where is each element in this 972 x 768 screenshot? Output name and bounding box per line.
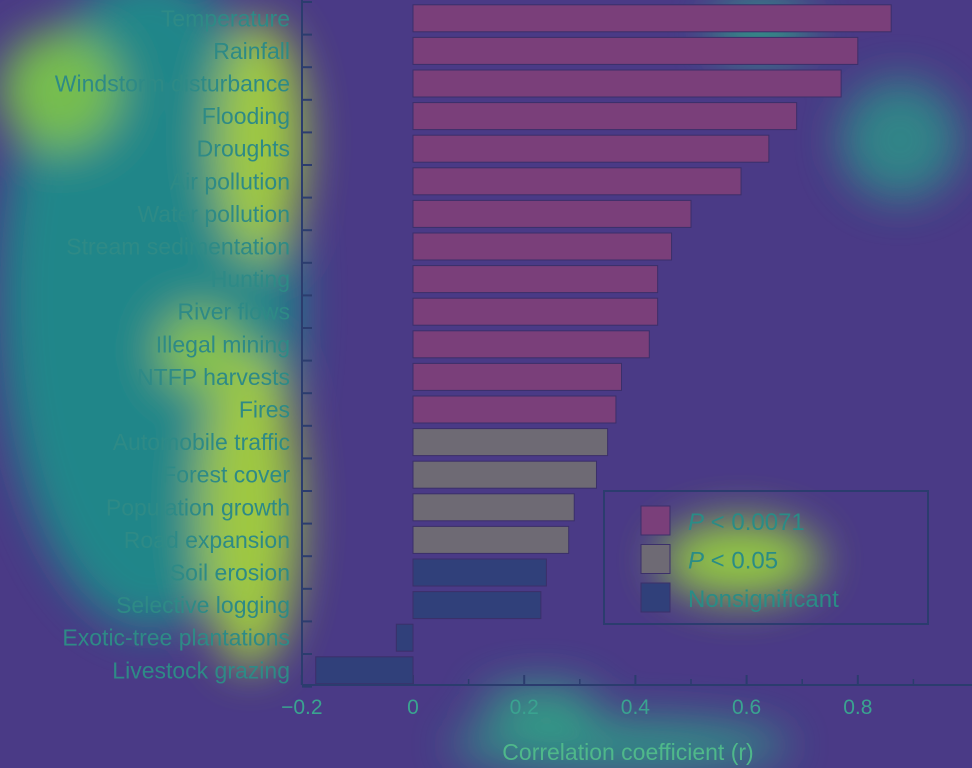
bar xyxy=(413,298,658,325)
category-label: Selective logging xyxy=(116,592,290,619)
category-label: Water pollution xyxy=(137,200,290,227)
bar xyxy=(413,429,608,456)
category-label: Temperature xyxy=(160,5,290,32)
category-label: Livestock grazing xyxy=(112,657,290,684)
legend-swatch xyxy=(641,506,670,535)
bar xyxy=(413,5,891,32)
bar xyxy=(413,331,649,358)
bar xyxy=(413,494,574,521)
x-tick-label: 0.4 xyxy=(620,696,651,719)
bar xyxy=(413,592,541,619)
legend-label: Nonsignificant xyxy=(688,586,839,613)
x-axis-title: Correlation coefficient (r) xyxy=(502,739,754,765)
category-label: Air pollution xyxy=(169,168,290,195)
bar xyxy=(413,200,691,227)
category-label: Flooding xyxy=(201,103,290,130)
category-label: Illegal mining xyxy=(155,331,290,358)
category-label: Fires xyxy=(238,396,290,423)
category-label: River flows xyxy=(177,298,290,325)
category-label: Rainfall xyxy=(213,37,290,64)
bar xyxy=(413,461,596,488)
x-tick-labels xyxy=(281,696,872,719)
category-label: Population growth xyxy=(105,494,290,521)
category-label: Forest cover xyxy=(162,461,290,488)
category-labels xyxy=(55,5,291,683)
bar xyxy=(413,103,797,130)
x-tick-label: 0.8 xyxy=(843,696,873,719)
bar xyxy=(413,37,858,64)
bar xyxy=(413,135,769,162)
bar xyxy=(413,363,622,390)
category-label: NTFP harvests xyxy=(137,363,290,390)
x-tick-label: 0.2 xyxy=(509,696,539,719)
bar xyxy=(413,396,616,423)
category-label: Droughts xyxy=(196,135,290,162)
legend-swatch xyxy=(641,583,670,612)
bar xyxy=(413,559,546,586)
x-tick-label: 0.6 xyxy=(731,696,762,719)
bar xyxy=(316,657,413,684)
x-tick-label: 0 xyxy=(407,696,419,719)
bar xyxy=(396,624,413,651)
bar xyxy=(413,168,741,195)
category-label: Road expansion xyxy=(123,526,290,553)
category-label: Hunting xyxy=(210,266,290,293)
bar xyxy=(413,526,569,553)
bar xyxy=(413,233,672,260)
y-tick-marks xyxy=(302,2,312,687)
legend xyxy=(604,491,928,624)
category-label: Stream sedimentation xyxy=(66,233,290,260)
category-label: Soil erosion xyxy=(169,559,290,586)
category-label: Automobile traffic xyxy=(112,429,290,456)
legend-label: P < 0.05 xyxy=(688,547,779,575)
bar xyxy=(413,70,841,97)
x-tick-label: −0.2 xyxy=(281,696,323,719)
bar xyxy=(413,266,658,293)
category-label: Windstorm disturbance xyxy=(54,70,290,97)
legend-label: P < 0.0071 xyxy=(688,509,805,536)
legend-swatch xyxy=(641,545,670,574)
category-label: Exotic-tree plantations xyxy=(62,624,290,651)
